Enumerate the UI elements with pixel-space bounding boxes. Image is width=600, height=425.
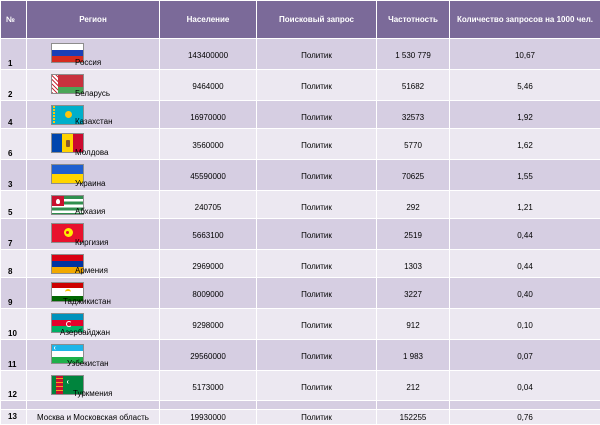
region-name: Азербайджан	[60, 328, 111, 337]
population-cell[interactable]: 2969000	[160, 250, 257, 278]
per1000-cell[interactable]: 1,92	[450, 101, 600, 129]
table-row	[1, 278, 600, 309]
population-cell[interactable]: 5663100	[160, 219, 257, 250]
per1000-cell[interactable]: 1,55	[450, 160, 600, 191]
per1000-cell[interactable]: 5,46	[450, 70, 600, 101]
frequency-cell[interactable]: 1303	[377, 250, 450, 278]
per1000-cell[interactable]: 1,62	[450, 129, 600, 160]
table-row	[1, 219, 600, 250]
query-cell[interactable]: Политик	[257, 70, 377, 101]
row-num-cell[interactable]: 9	[1, 278, 27, 309]
table-row	[1, 129, 600, 160]
header-num[interactable]: №	[1, 1, 27, 39]
empty-cell[interactable]	[257, 401, 377, 410]
per1000-cell[interactable]: 0,10	[450, 309, 600, 340]
header-frequency[interactable]: Частотность	[377, 1, 450, 39]
empty-cell[interactable]	[160, 401, 257, 410]
row-num-cell[interactable]: 2	[1, 70, 27, 101]
population-cell[interactable]: 9298000	[160, 309, 257, 340]
header-query[interactable]: Поисковый запрос	[257, 1, 377, 39]
region-name: Молдова	[75, 148, 109, 157]
row-num-cell[interactable]: 3	[1, 160, 27, 191]
population-cell[interactable]: 29560000	[160, 340, 257, 371]
table-row	[1, 39, 600, 70]
population-cell[interactable]: 45590000	[160, 160, 257, 191]
frequency-cell[interactable]: 3227	[377, 278, 450, 309]
query-cell[interactable]: Политик	[257, 410, 377, 425]
region-cell[interactable]	[27, 191, 160, 219]
region-cell[interactable]	[27, 70, 160, 101]
region-name: Киргизия	[75, 238, 109, 247]
frequency-cell[interactable]: 2519	[377, 219, 450, 250]
population-cell[interactable]: 16970000	[160, 101, 257, 129]
table-row	[1, 70, 600, 101]
per1000-cell[interactable]: 10,67	[450, 39, 600, 70]
table-row	[1, 191, 600, 219]
row-num-cell[interactable]: 11	[1, 340, 27, 371]
frequency-cell[interactable]: 212	[377, 371, 450, 401]
population-cell[interactable]: 143400000	[160, 39, 257, 70]
separator-row	[1, 401, 600, 410]
row-num-cell[interactable]: 8	[1, 250, 27, 278]
header-row	[1, 1, 600, 39]
per1000-cell[interactable]: 0,76	[450, 410, 600, 425]
frequency-cell[interactable]: 292	[377, 191, 450, 219]
population-cell[interactable]: 8009000	[160, 278, 257, 309]
region-cell[interactable]	[27, 160, 160, 191]
frequency-cell[interactable]: 1 530 779	[377, 39, 450, 70]
frequency-cell[interactable]: 152255	[377, 410, 450, 425]
per1000-cell[interactable]: 0,04	[450, 371, 600, 401]
population-cell[interactable]: 3560000	[160, 129, 257, 160]
per1000-cell[interactable]: 0,44	[450, 219, 600, 250]
frequency-cell[interactable]: 1 983	[377, 340, 450, 371]
population-cell[interactable]: 240705	[160, 191, 257, 219]
row-num-cell[interactable]: 6	[1, 129, 27, 160]
empty-cell[interactable]	[1, 401, 27, 410]
region-name: Абхазия	[75, 207, 106, 216]
empty-cell[interactable]	[377, 401, 450, 410]
population-cell[interactable]: 19930000	[160, 410, 257, 425]
region-name: Таджикистан	[63, 297, 111, 306]
frequency-cell[interactable]: 912	[377, 309, 450, 340]
table-row	[1, 250, 600, 278]
region-name: Россия	[75, 58, 102, 67]
per1000-cell[interactable]: 0,40	[450, 278, 600, 309]
per1000-cell[interactable]: 0,07	[450, 340, 600, 371]
region-cell[interactable]	[27, 278, 160, 309]
query-cell[interactable]: Политик	[257, 219, 377, 250]
query-cell[interactable]: Политик	[257, 340, 377, 371]
header-region[interactable]: Регион	[27, 1, 160, 39]
table-row	[1, 309, 600, 340]
query-cell[interactable]: Политик	[257, 160, 377, 191]
region-cell[interactable]	[27, 309, 160, 340]
region-name: Туркмения	[73, 389, 113, 398]
region-cell[interactable]	[27, 39, 160, 70]
region-cell[interactable]	[27, 129, 160, 160]
frequency-cell[interactable]: 5770	[377, 129, 450, 160]
region-name: Казахстан	[75, 117, 113, 126]
query-cell[interactable]: Политик	[257, 250, 377, 278]
query-cell[interactable]: Политик	[257, 309, 377, 340]
region-cell[interactable]	[27, 371, 160, 401]
per1000-cell[interactable]: 0,44	[450, 250, 600, 278]
region-name: Беларусь	[75, 89, 110, 98]
empty-cell[interactable]	[450, 401, 600, 410]
query-cell[interactable]: Политик	[257, 101, 377, 129]
row-num-cell[interactable]: 12	[1, 371, 27, 401]
frequency-cell[interactable]: 32573	[377, 101, 450, 129]
region-cell[interactable]	[27, 219, 160, 250]
table-row	[1, 371, 600, 401]
header-population[interactable]: Население	[160, 1, 257, 39]
row-num-cell[interactable]: 1	[1, 39, 27, 70]
query-cell[interactable]: Политик	[257, 191, 377, 219]
region-name: Украина	[75, 179, 106, 188]
region-name: Узбекистан	[67, 359, 109, 368]
region-name: Армения	[75, 266, 108, 275]
query-cell[interactable]: Политик	[257, 129, 377, 160]
frequency-cell[interactable]: 70625	[377, 160, 450, 191]
table-row	[1, 410, 600, 425]
empty-cell[interactable]	[27, 401, 160, 410]
per1000-cell[interactable]: 1,21	[450, 191, 600, 219]
query-cell[interactable]: Политик	[257, 278, 377, 309]
table-row	[1, 340, 600, 371]
row-num-cell[interactable]: 5	[1, 191, 27, 219]
row-num-cell[interactable]: 13	[1, 410, 27, 425]
population-cell[interactable]: 9464000	[160, 70, 257, 101]
table-row	[1, 101, 600, 129]
row-num-cell[interactable]: 7	[1, 219, 27, 250]
header-per1000[interactable]: Количество запросов на 1000 чел.	[450, 1, 600, 39]
region-cell[interactable]	[27, 250, 160, 278]
region-cell[interactable]	[27, 101, 160, 129]
population-cell[interactable]: 5173000	[160, 371, 257, 401]
region-cell[interactable]: Москва и Московская область	[27, 410, 160, 425]
table-row	[1, 160, 600, 191]
query-cell[interactable]: Политик	[257, 371, 377, 401]
region-cell[interactable]	[27, 340, 160, 371]
query-cell[interactable]: Политик	[257, 39, 377, 70]
row-num-cell[interactable]: 4	[1, 101, 27, 129]
row-num-cell[interactable]: 10	[1, 309, 27, 340]
frequency-cell[interactable]: 51682	[377, 70, 450, 101]
